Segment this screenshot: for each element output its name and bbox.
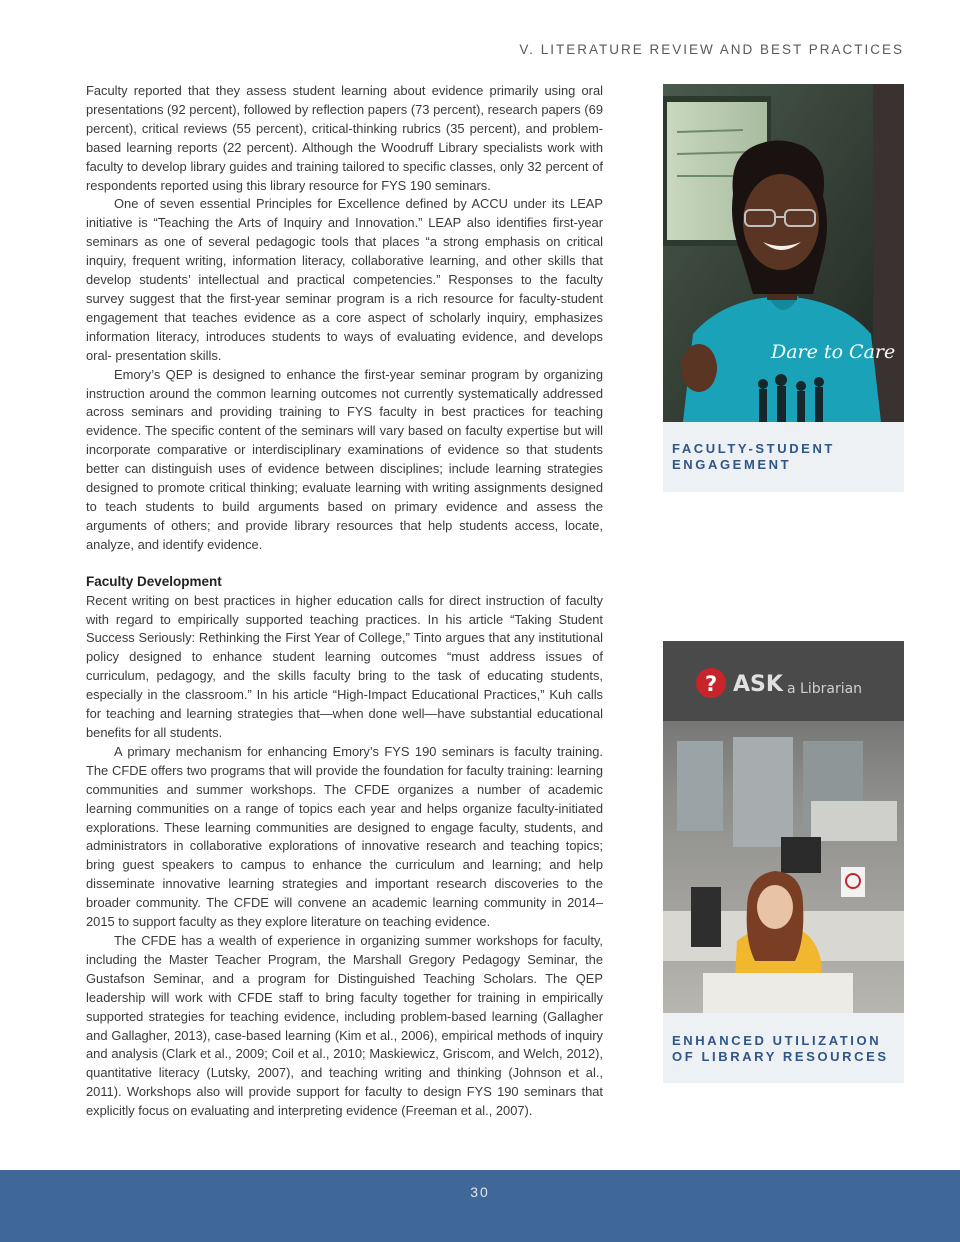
main-text-column <box>86 82 603 1121</box>
shirt-text: Dare to Care <box>771 341 896 363</box>
body-paragraph: The CFDE has a wealth of experience in organizing summer workshops for faculty, including the Master Teacher Program, the Marshall Gregory Pedagogy Seminar, the Gustafson Seminar, and a program for Distinguished Teaching Scholars. The QEP leadership will work with CFDE staff to bring faculty together for training in empirically supported strategies for teaching evidence, including problem-based learning (Gallagher and Gallagher, 2013), case-based learning (Kim et al., 2006), empirical methods of inquiry and analysis (Clark et al., 2009; Coil et al., 2010; Maskiewicz, Griscom, and Welch, 2012), quantitative literacy (Lutsky, 2007), and teaching writing and thinking (Johnson et al., 2011). Workshops also will provide support for faculty to design FYS 190 seminars that explicitly focus on evaluating and interpreting evidence (Freeman et al., 2007). <box>86 932 603 1119</box>
body-paragraph: One of seven essential Principles for Excellence defined by ACCU under its LEAP initiative is “Teaching the Arts of Inquiry and Innovation.” LEAP also identifies first-year seminars as one of several pedagogic tools that places “a strong emphasis on critical inquiry, frequent writing, information literacy, collaborative learning, and other skills that develop students’ intellectual and practical competencies.” Responses to the faculty survey suggest that the first-year seminar program is a rich resource for faculty-student engagement that teaches evidence as a core aspect of scholarly inquiry, emphasizes information literacy, introduces students to ways of evaluating evidence, and develops oral- presentation skills. <box>86 196 603 363</box>
photo-caption-faculty-student <box>663 422 904 473</box>
sign-librarian: a Librarian <box>787 681 863 697</box>
sign-ask: ASK <box>733 672 783 697</box>
photo-caption-library <box>663 1013 904 1065</box>
page-number: 30 <box>470 1184 490 1200</box>
student-illustration <box>663 84 904 422</box>
library-photo <box>663 641 904 1013</box>
body-paragraph: A primary mechanism for enhancing Emory’s FYS 190 seminars is faculty training. The CFDE offers two programs that will provide the foundation for faculty training: learning communities and summer workshops. The CFDE organizes a number of academic learning communities on a range of topics each year and helps organize faculty-initiated explorations. These learning communities are designed to engage faculty, students, and administrators in collaborative explorations of innovative research and teaching topics; bring guest speakers to campus to enhance the curriculum and learning; and help disseminate innovative learning strategies and important research discoveries to the broader community. The CFDE will convene an academic learning community in 2014–2015 to support faculty as they explore literature on teaching evidence. <box>86 743 603 930</box>
student-photo <box>663 84 904 422</box>
library-illustration <box>663 641 904 1013</box>
section-header: V. LITERATURE REVIEW AND BEST PRACTICES <box>519 42 904 57</box>
caption-line: ENGAGEMENT <box>672 457 792 472</box>
photo-card-library <box>663 641 904 1083</box>
body-paragraph: Emory’s QEP is designed to enhance the first-year seminar program by organizing instruction around the common learning outcomes not currently systematically addressed across seminars and providing training to FYS faculty in best practices for teaching evidence. The specific content of the seminars will vary based on faculty expertise but will incorporate comparative or interdisciplinary examinations of evidence so that students better can distinguish uses of evidence between disciplines; include learning strategies designed to promote critical thinking; evaluate learning with writing assignments designed to teach students to build arguments based on primary evidence and assess the arguments of others; and provide library resources that help students access, locate, analyze, and identify evidence. <box>86 366 603 552</box>
caption-line: FACULTY-STUDENT <box>672 441 835 456</box>
body-paragraph: Faculty reported that they assess student learning about evidence primarily using oral presentations (92 percent), followed by reflection papers (73 percent), research papers (69 percent), critical reviews (55 percent), critical-thinking rubrics (35 percent), and problem-based learning reports (22 percent). Although the Woodruff Library specialists work with faculty to develop library guides and training tailored to specific classes, only 32 percent of respondents reported using this library resource for FYS 190 seminars. <box>86 83 603 193</box>
caption-line: OF LIBRARY RESOURCES <box>672 1049 889 1064</box>
question-mark-icon: ? <box>705 672 718 696</box>
photo-card-faculty-student <box>663 84 904 492</box>
body-paragraph: Recent writing on best practices in higher education calls for direct instruction of faculty with regard to empirically supported teaching practices. In his article “Taking Student Success Seriously: Rethinking the First Year of College,” Tinto argues that any institutional policy designed to enhance student learning outcomes “must address issues of curriculum, pedagogy, and the skills faculty bring to the task of educating students, especially in the classroom.” In his article “High-Impact Educational Practices,” Kuh calls for teaching and learning strategies that—when done well—have substantial educational benefits for all students. <box>86 592 603 740</box>
footer-bar <box>0 1170 960 1242</box>
caption-line: ENHANCED UTILIZATION <box>672 1033 882 1048</box>
section-heading-faculty-development: Faculty Development <box>86 573 222 589</box>
